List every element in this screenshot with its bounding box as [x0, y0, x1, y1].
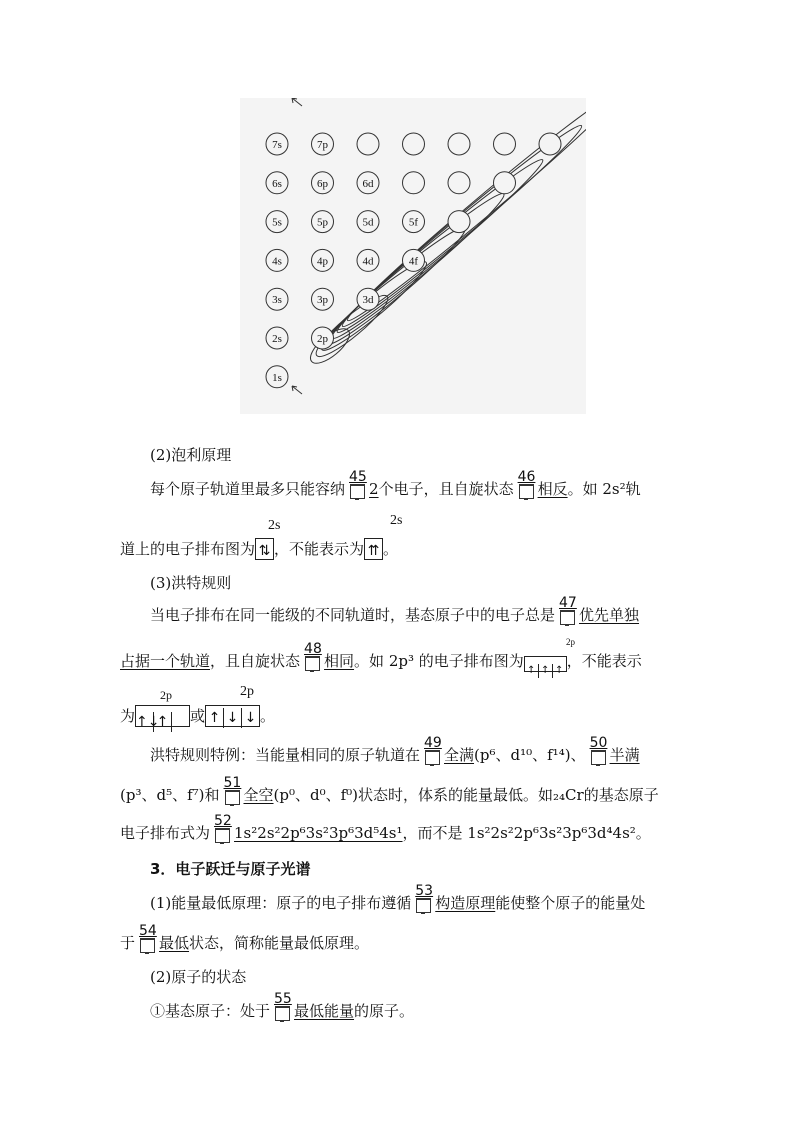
- text: 。如 2s²轨: [567, 480, 641, 498]
- down-arrow-icon: ↓: [224, 708, 242, 728]
- text: (p³、d⁵、f⁷)和: [120, 786, 220, 804]
- blank-dot: [421, 913, 425, 914]
- empty-cell: [172, 706, 189, 726]
- answer-51: 全空: [243, 786, 274, 804]
- text: 于: [120, 934, 136, 952]
- blank-dot: [280, 1021, 284, 1022]
- text: 状态，简称能量最低原理。: [189, 934, 370, 952]
- answer-50: 半满: [609, 746, 640, 764]
- orbital-circle: [539, 133, 561, 155]
- up-arrow-icon: ↑: [154, 712, 172, 732]
- blank-dot: [524, 499, 528, 500]
- pauli-heading: (2)泡利原理: [150, 446, 232, 464]
- orbital-circle: [448, 172, 470, 194]
- orbital-label: 1s: [272, 371, 282, 384]
- blank-box-icon: [425, 750, 440, 765]
- up-arrow-icon: ↑: [525, 664, 539, 678]
- blank-dot: [565, 625, 569, 626]
- ground-state-line: [150, 991, 710, 1022]
- paired-arrows-icon: ↑↓: [136, 714, 160, 730]
- blank-number: 54: [139, 923, 157, 939]
- orbital-label: 3d: [362, 294, 374, 307]
- orbital-filling-order-diagram: [240, 98, 586, 414]
- orbital-box-wrong: [364, 538, 383, 560]
- hund-heading: (3)洪特规则: [150, 574, 232, 592]
- orbital-box-correct: [255, 538, 274, 560]
- text: 每个原子轨道里最多只能容纳: [150, 480, 346, 498]
- text: (p⁰、d⁰、f⁰)状态时，体系的能量最低。如: [273, 786, 554, 804]
- orbital-label-2s: 2s: [390, 513, 403, 528]
- blank-47: [559, 595, 577, 626]
- blank-box-icon: [350, 484, 365, 499]
- aufbau-line-2: [120, 923, 680, 954]
- orbital-circle: [403, 133, 425, 155]
- paired-arrows-icon: ⇅: [258, 543, 271, 559]
- orbital-circle: [448, 133, 470, 155]
- aufbau-diagram-svg: [240, 98, 586, 414]
- orbital-label: 3p: [317, 294, 328, 307]
- blank-number: 47: [559, 595, 577, 611]
- hund-line-1: [150, 595, 710, 626]
- text: (1)能量最低原理：原子的电子排布遵循: [150, 894, 412, 912]
- orbital-label: 6p: [317, 177, 328, 190]
- text: ，不能表示: [566, 652, 642, 670]
- blank-46: [517, 469, 536, 500]
- blank-dot: [430, 765, 434, 766]
- orbital-box-2p-correct: [524, 656, 567, 676]
- text: 电子排布式为: [120, 824, 211, 842]
- up-arrow-icon: ↑: [206, 708, 224, 728]
- answer-49: 全满: [444, 746, 475, 764]
- orbital-label: 4f: [408, 255, 419, 268]
- blank-52: [214, 813, 232, 844]
- text: 或: [190, 707, 206, 725]
- orbital-circle: [357, 133, 379, 155]
- atom-state-heading: (2)原子的状态: [150, 968, 247, 986]
- text: ，而不是 1s²2s²2p⁶3s²3p⁶3d⁴4s²。: [402, 824, 651, 842]
- text: 洪特规则特例：当能量相同的原子轨道在: [150, 746, 421, 764]
- blank-box-icon: [225, 790, 240, 805]
- down-arrow-icon: ↓: [244, 710, 257, 726]
- blank-dot: [310, 671, 314, 672]
- text: 道上的电子排布图为: [120, 540, 256, 558]
- text: 为: [120, 707, 136, 725]
- answer-54: 最低: [159, 934, 190, 952]
- answer-47: 优先单独: [579, 606, 640, 624]
- blank-box-icon: [305, 656, 320, 671]
- text: 当电子排布在同一能级的不同轨道时，基态原子中的电子总是: [150, 606, 556, 624]
- blank-box-icon: [275, 1006, 290, 1021]
- blank-55: [274, 991, 292, 1022]
- orbital-label-2p: 2p: [160, 688, 172, 702]
- answer-45: 2: [369, 480, 379, 498]
- orbital-label: 2s: [272, 333, 282, 345]
- orbital-label: 5s: [272, 216, 282, 229]
- blank-box-icon: [560, 610, 575, 625]
- blank-45: [349, 469, 367, 500]
- parallel-arrows-icon: ⇈: [367, 543, 380, 559]
- answer-55: 最低能量: [294, 1002, 355, 1020]
- aufbau-line-1: [150, 883, 710, 914]
- orbital-label: 7p: [317, 139, 328, 151]
- blank-dot: [145, 953, 149, 954]
- orbital-label: 6d: [362, 177, 374, 190]
- text: ，不能表示为: [274, 540, 365, 558]
- orbital-label: 6s: [272, 177, 282, 190]
- orbital-circle: [494, 133, 516, 155]
- orbital-label-2p: 2p: [566, 637, 575, 647]
- blank-51: [223, 775, 242, 806]
- orbital-circle: [494, 172, 516, 194]
- answer-53: 构造原理: [435, 894, 496, 912]
- up-arrow-icon: ↑: [539, 664, 553, 678]
- text: 。: [260, 707, 276, 725]
- answer-52: 1s²2s²2p⁶3s²3p⁶3d⁵4s¹: [234, 824, 403, 842]
- orbital-label-2p: 2p: [240, 684, 254, 699]
- orbital-label: 4p: [317, 255, 328, 268]
- orbital-circle: [403, 172, 425, 194]
- hund-line-3: [120, 705, 680, 730]
- blank-54: [139, 923, 157, 954]
- start-arrow-icon: [292, 386, 302, 394]
- filling-path-ellipse: [321, 220, 472, 351]
- blank-box-icon: [416, 898, 431, 913]
- blank-48: [304, 641, 322, 672]
- blank-50: [589, 735, 608, 766]
- orbital-label: 2p: [317, 333, 328, 345]
- blank-number: 51: [223, 775, 242, 791]
- blank-53: [415, 883, 434, 914]
- blank-dot: [230, 805, 234, 806]
- orbital-label: 7s: [272, 139, 282, 151]
- orbital-label: 4d: [362, 255, 374, 268]
- blank-number: 46: [517, 469, 536, 485]
- hund-line-2: [120, 641, 680, 676]
- text: 个电子，且自旋状态: [378, 480, 514, 498]
- blank-dot: [596, 765, 600, 766]
- orbital-label: 5f: [408, 216, 419, 229]
- blank-number: 53: [415, 883, 434, 899]
- blank-number: 49: [424, 735, 442, 751]
- orbital-label: 4s: [272, 255, 282, 268]
- orbital-box-2p-wrong-1: [135, 705, 190, 730]
- blank-number: 55: [274, 991, 292, 1007]
- orbital-label-2s: 2s: [268, 518, 281, 533]
- orbital-box-2p-wrong-2: [205, 705, 260, 727]
- text: 。如 2p³ 的电子排布图为: [354, 652, 524, 670]
- text: 能使整个原子的能量处: [495, 894, 646, 912]
- blank-box-icon: [591, 750, 606, 765]
- orbital-label: 5d: [362, 216, 374, 229]
- chromium-symbol: ₂₄Cr: [553, 786, 584, 804]
- blank-number: 48: [304, 641, 322, 657]
- section-3-heading: 3．电子跃迁与原子光谱: [150, 860, 311, 878]
- blank-dot: [220, 843, 224, 844]
- text: ，且自旋状态: [210, 652, 301, 670]
- text: 。: [383, 540, 399, 558]
- text: (p⁶、d¹⁰、f¹⁴)、: [474, 746, 586, 764]
- end-arrow-icon: [292, 98, 302, 106]
- answer-48: 相同: [324, 652, 355, 670]
- text: ①基态原子：处于: [150, 1002, 271, 1020]
- answer-46: 相反: [537, 480, 568, 498]
- blank-number: 45: [349, 469, 367, 485]
- blank-box-icon: [140, 938, 155, 953]
- answer-47-cont: 占据一个轨道: [120, 652, 211, 670]
- blank-number: 52: [214, 813, 232, 829]
- blank-number: 50: [589, 735, 608, 751]
- text: 的基态原子: [583, 786, 659, 804]
- blank-box-icon: [215, 828, 230, 843]
- pauli-line-1: [150, 469, 710, 500]
- orbital-label: 3s: [272, 294, 282, 307]
- blank-dot: [355, 499, 359, 500]
- hund-special-line-3: [120, 813, 680, 844]
- hund-special-line-2: [120, 775, 680, 806]
- hund-special-line-1: [150, 735, 710, 766]
- text: 的原子。: [354, 1002, 415, 1020]
- blank-box-icon: [519, 484, 534, 499]
- orbital-circle: [448, 211, 470, 233]
- blank-49: [424, 735, 442, 766]
- up-arrow-icon: ↑: [555, 665, 564, 676]
- orbital-label: 5p: [317, 216, 328, 229]
- pauli-line-2: [120, 538, 680, 560]
